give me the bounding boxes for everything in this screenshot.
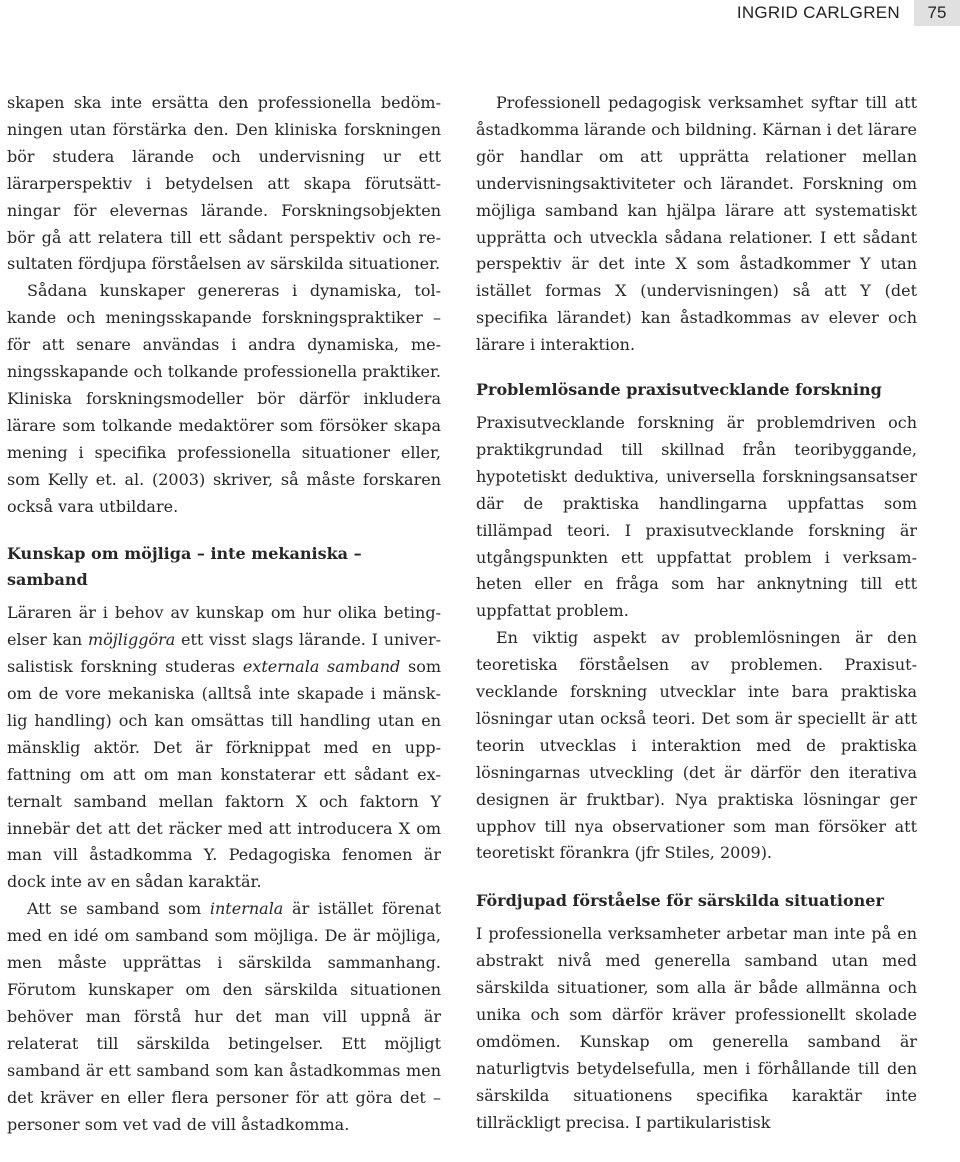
left-column (7, 90, 441, 1138)
running-header (737, 0, 960, 26)
paragraph: En viktig aspekt av problemlösningen är den teoretiska förståelsen av problemen. Praxisutvecklande forskning utvecklar inte bara praktiska lösningar utan också teori. Det som är speciellt är att teorin utvecklas i interaktion med de praktiska lösningarnas utveckling (det är därför den iterativa designen är fruktbar). Nya praktiska lösningar ger upphov till nya observationer som man försöker att teoretiskt förankra (jfr Stiles, 2009). (476, 628, 917, 863)
paragraph-text: Att se samband som (27, 899, 210, 919)
section-heading: Kunskap om möjliga – inte mekaniska – samband (7, 543, 362, 590)
paragraph: Praxisutvecklande forskning är problemdriven och praktikgrundad till skillnad från teoribyggande, hypotetiskt deduktiva, universella forskningsansatser där de praktiska handlingarna uppfattas som tillämpad teori. I praxisutvecklande forskning är utgångspunkten ett uppfattat problem i verksamheten eller en fråga som har anknytning till ett uppfattat problem. (476, 412, 917, 621)
section-heading: Fördjupad förståelse för särskilda situationer (476, 891, 884, 911)
paragraph: skapen ska inte ersätta den professionella bedömningen utan förstärka den. Den kliniska forskningen bör studera lärande och undervisning ur ett lärarperspektiv i betydelsen att skapa förutsättningar för elevernas lärande. Forskningsobjekten bör gå att relatera till ett sådant perspektiv och resultaten fördjupa förståelsen av särskilda situationer. (7, 93, 441, 274)
right-column (476, 90, 917, 1137)
paragraph-text: Läraren är i behov av kunskap om hur olika betingelser kan (7, 603, 441, 650)
running-header-author: INGRID CARLGREN (736, 3, 900, 22)
paragraph (7, 600, 441, 896)
paragraph-text: är istället förenat med en idé om samband som möjliga. De är möjliga, men måste upprättas i särskilda sammanhang. Förutom kunskaper om den särskilda situationen behöver man förstå hur det man vill uppnå är relaterat till särskilda betingelser. Ett möjligt samband är ett samband som kan åstadkommas men det kräver en eller flera personer för att göra det – personer som vet vad de vill åstadkomma. (7, 899, 441, 1134)
paragraph: Professionell pedagogisk verksamhet syftar till att åstadkomma lärande och bildning. Kärnan i det lärare gör handlar om att upprätta relationer mellan undervisningsaktiviteter och lärandet. Forskning om möjliga samband kan hjälpa lärare att systematiskt upprätta och utveckla sådana relationer. I ett sådant perspektiv är det inte X som åstadkommer Y utan istället formas X (undervisningen) så att Y (det specifika lärandet) kan åstadkommas av elever och lärare i interaktion. (476, 93, 917, 355)
page-number: 75 (914, 0, 960, 26)
paragraph (7, 896, 441, 1138)
paragraph: I professionella verksamheter arbetar man inte på en abstrakt nivå med generella samband utan med särskilda situationer, som alla är både allmänna och unika och som därför kräver professionellt skolade omdömen. Kunskap om generella samband är naturligtvis betydelsefulla, men i förhållande till den särskilda situationens specifika karaktär inte tillräckligt precisa. I partikularistisk (476, 924, 917, 1132)
emphasis-text: externala samband (242, 657, 401, 677)
paragraph-text: ett visst slags lärande. I universalistisk forskning studeras (7, 630, 442, 677)
emphasis-text: internala (209, 899, 284, 919)
paragraph-text: som om de vore mekaniska (alltså inte skapade i mänsklig handling) och kan omsättas till handling utan en mänsklig aktör. Det är förknippat med en uppfattning om att om man konstaterar ett sådant externalt samband mellan faktorn X och faktorn Y innebär det att det räcker med att introducera X om man vill åstadkomma Y. Pedagogiska fenomen är dock inte av en sådan karaktär. (7, 657, 441, 892)
emphasis-text: möjliggöra (87, 630, 176, 650)
paragraph: Sådana kunskaper genereras i dynamiska, tolkande och meningsskapande forskningspraktiker – för att senare användas i andra dynamiska, meningsskapande och tolkande professionella praktiker. Kliniska forskningsmodeller bör därför inkludera lärare som tolkande medaktörer som försöker skapa mening i specifika professionella situationer eller, som Kelly et. al. (2003) skriver, så måste forskaren också vara utbildare. (7, 281, 441, 516)
section-heading: Problemlösande praxisutvecklande forskning (476, 380, 882, 400)
